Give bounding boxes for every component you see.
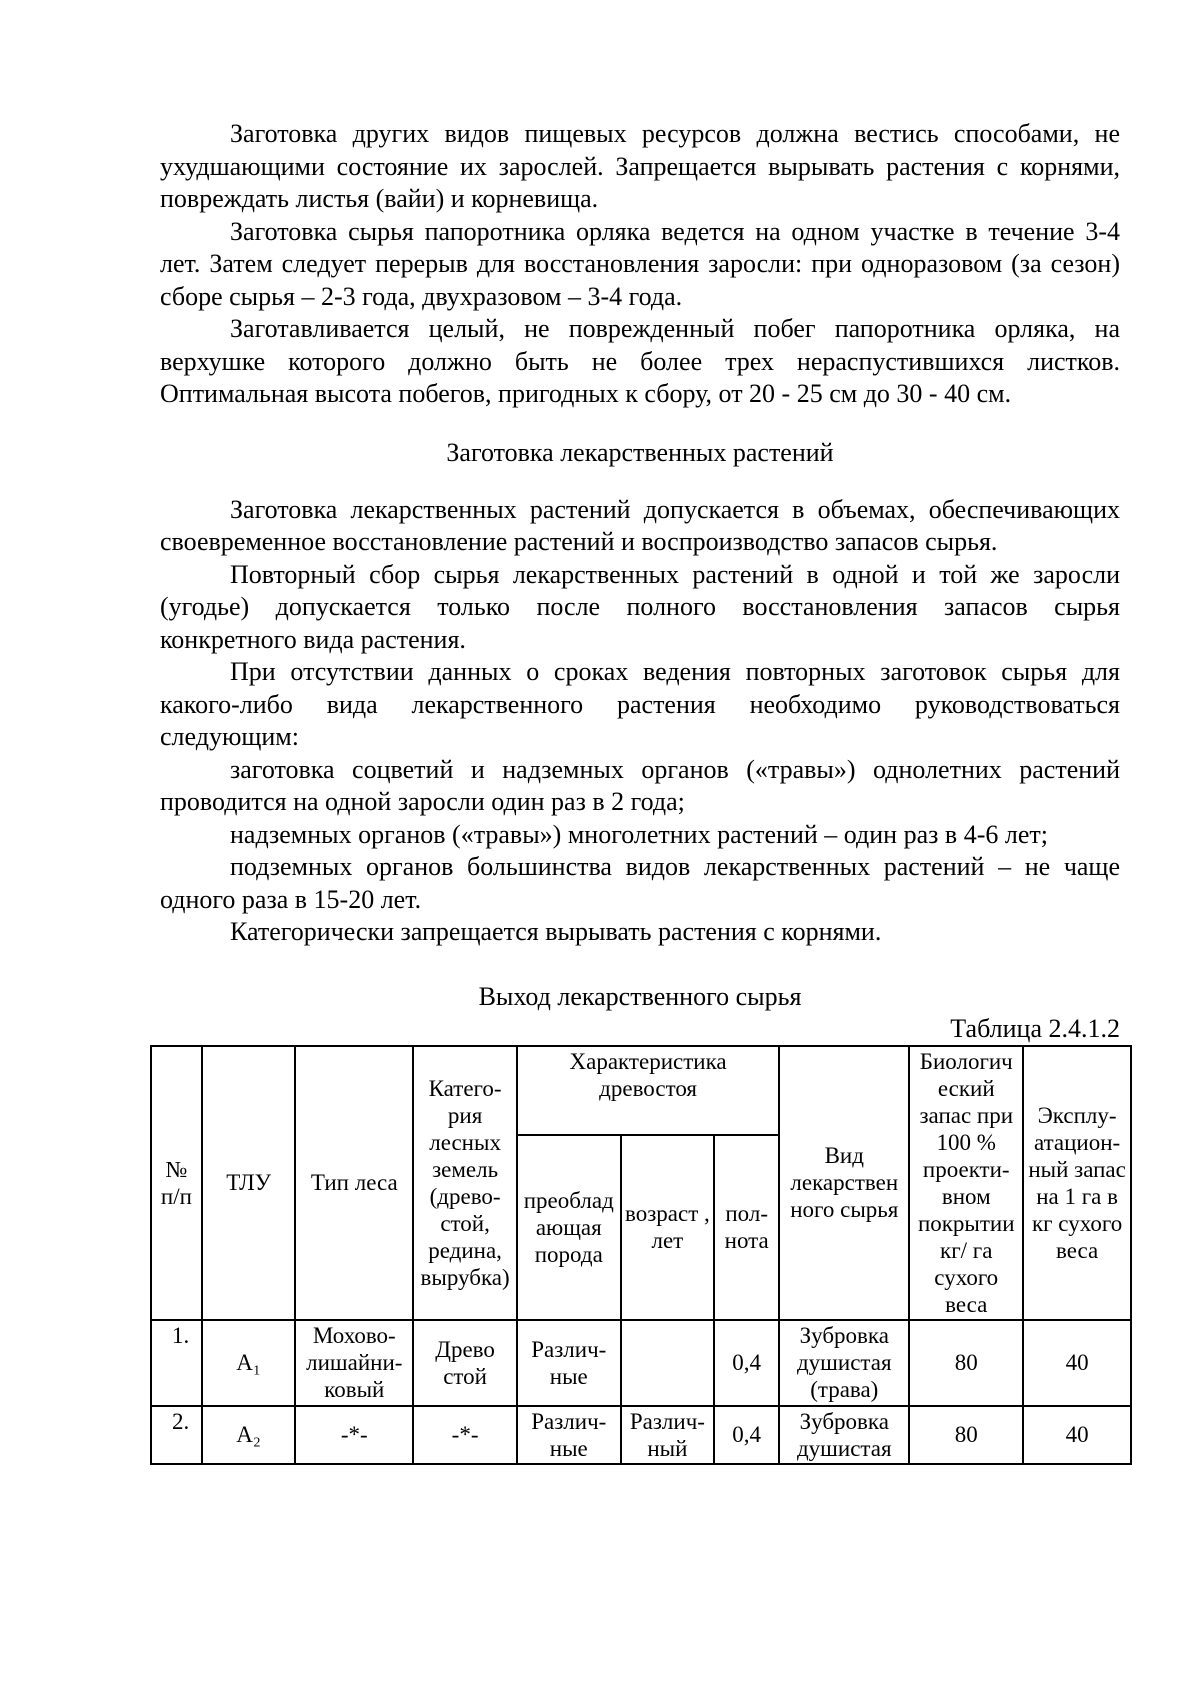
header-tlu: ТЛУ bbox=[202, 1046, 296, 1320]
section-heading: Заготовка лекарственных растений bbox=[446, 437, 834, 467]
table-row bbox=[151, 1406, 1131, 1464]
cell-num: 2. bbox=[151, 1406, 202, 1464]
paragraph: Повторный сбор сырья лекарственных растений в одной и той же заросли (угодье) допускается только после полного восстановления запасов сырья конкретного вида растения. bbox=[160, 559, 1120, 654]
cell-age bbox=[621, 1320, 715, 1406]
paragraph: Заготовка сырья папоротника орляка ведется на одном участке в течение 3-4 лет. Затем следует перерыв для восстановления заросли: при одноразовом (за сезон) сборе сырья – 2-3 года, двухразовом – 3-4 года. bbox=[160, 216, 1120, 311]
cell-tlu: А₁ bbox=[202, 1320, 296, 1406]
header-expl-reserve: Эксплу-атацион-ный запас на 1 га в кг сухого веса bbox=[1023, 1046, 1131, 1320]
paragraph: подземных органов большинства видов лекарственных растений – не чаще одного раза в 15-20 лет. bbox=[160, 852, 1120, 914]
cell-expl-reserve: 40 bbox=[1023, 1406, 1131, 1464]
cell-forest-type: Мохово-лишайни-ковый bbox=[295, 1320, 413, 1406]
header-raw-material: Вид лекарствен ного сырья bbox=[779, 1046, 909, 1320]
paragraph: надземных органов («травы») многолетних растений – один раз в 4-6 лет; bbox=[230, 819, 1048, 849]
header-stand-characteristics: Характеристика древостоя bbox=[517, 1046, 779, 1135]
document-page bbox=[160, 118, 1126, 1465]
table-heading: Выход лекарственного сырья bbox=[478, 981, 802, 1011]
cell-expl-reserve: 40 bbox=[1023, 1320, 1131, 1406]
paragraph: Заготавливается целый, не поврежденный побег папоротника орляка, на верхушке которого должно быть не более трех нераспустившихся листков. Оптимальная высота побегов, пригодных к сбору, от 20 - 25 см до 30 - 40 см. bbox=[160, 314, 1120, 408]
paragraph: Заготовка лекарственных растений допускается в объемах, обеспечивающих своевременное восстановление растений и воспроизводство запасов сырья. bbox=[160, 494, 1120, 556]
table-label: Таблица 2.4.1.2 bbox=[950, 1013, 1120, 1043]
table-row bbox=[151, 1320, 1131, 1406]
cell-dominant-species: Различ-ные bbox=[517, 1406, 621, 1464]
cell-dominant-species: Различ-ные bbox=[517, 1320, 621, 1406]
cell-tlu: А₂ bbox=[202, 1406, 296, 1464]
cell-raw-material: Зубровка душистая bbox=[779, 1406, 909, 1464]
paragraph: заготовка соцветий и надземных органов («травы») однолетних растений проводится на одной заросли один раз в 2 года; bbox=[160, 754, 1120, 816]
cell-density: 0,4 bbox=[714, 1320, 779, 1406]
header-land-category: Катего-рия лесных земель (древо-стой, редина, вырубка) bbox=[413, 1046, 517, 1320]
header-forest-type: Тип леса bbox=[295, 1046, 413, 1320]
header-density: пол-нота bbox=[714, 1135, 779, 1320]
paragraph: Категорически запрещается вырывать растения с корнями. bbox=[230, 917, 882, 946]
paragraph: При отсутствии данных о сроках ведения повторных заготовок сырья для какого-либо вида лекарственного растения необходимо руководствоваться следующим: bbox=[160, 657, 1120, 751]
cell-raw-material: Зубровка душистая (трава) bbox=[779, 1320, 909, 1406]
yield-table bbox=[150, 1045, 1132, 1465]
cell-land-category: Древо стой bbox=[413, 1320, 517, 1406]
cell-bio-reserve: 80 bbox=[909, 1320, 1023, 1406]
paragraph: Заготовка других видов пищевых ресурсов должна вестись способами, не ухудшающими состояние их зарослей. Запрещается вырывать растения с корнями, повреждать листья (вайи) и корневища. bbox=[160, 119, 1120, 213]
header-dominant-species: преоблад ающая порода bbox=[517, 1135, 621, 1320]
cell-forest-type: -*- bbox=[295, 1406, 413, 1464]
cell-bio-reserve: 80 bbox=[909, 1406, 1023, 1464]
cell-num: 1. bbox=[151, 1320, 202, 1406]
cell-land-category: -*- bbox=[413, 1406, 517, 1464]
header-bio-reserve: Биологич еский запас при 100 % проекти-вном покрытии кг/ га сухого веса bbox=[909, 1046, 1023, 1320]
cell-age: Различ-ный bbox=[621, 1406, 715, 1464]
header-age: возраст , лет bbox=[621, 1135, 715, 1320]
header-num: № п/п bbox=[151, 1046, 202, 1320]
cell-density: 0,4 bbox=[714, 1406, 779, 1464]
